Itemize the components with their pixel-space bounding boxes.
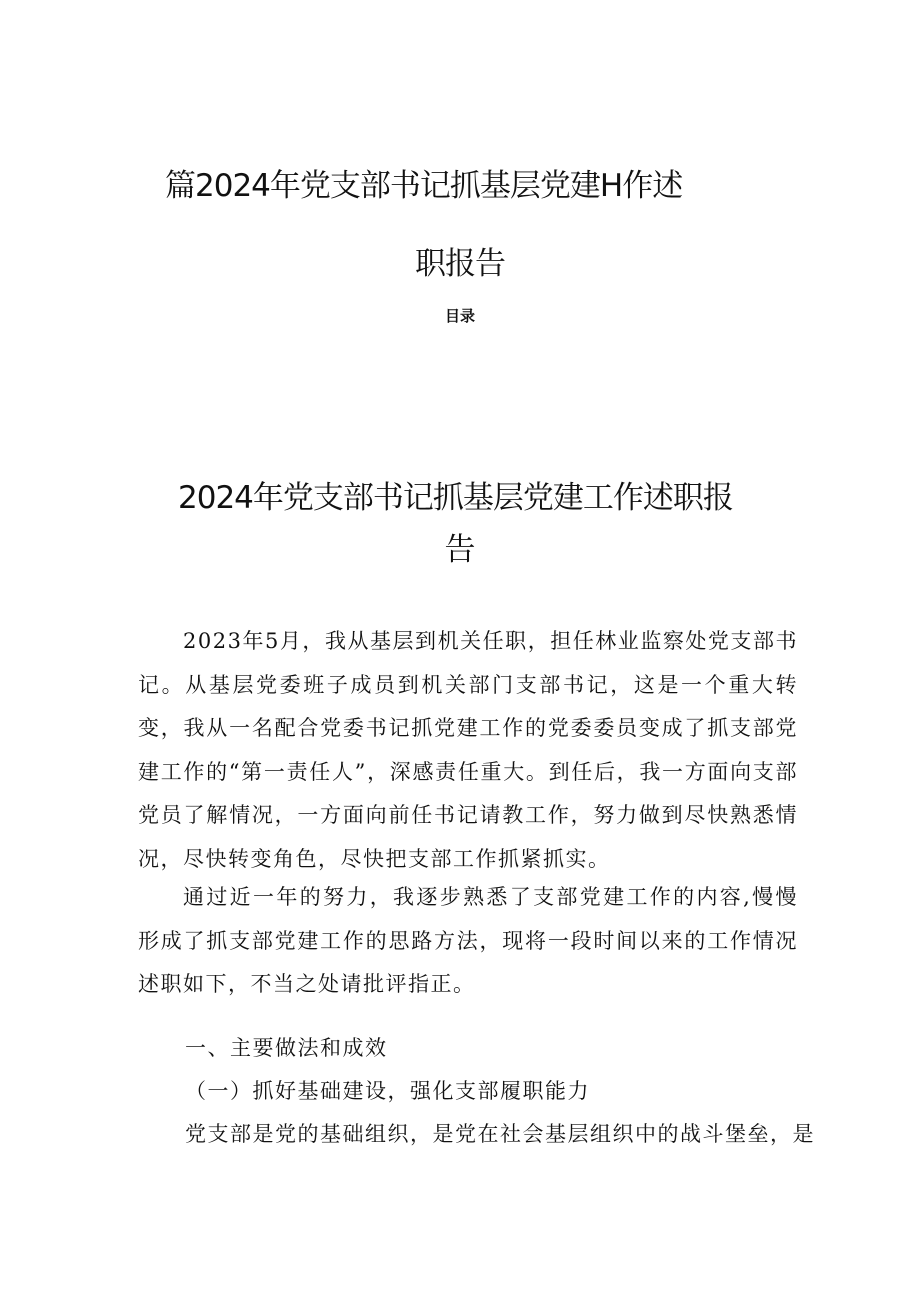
report-title-line1: 2024年党支部书记抓基层党建工作述职报 xyxy=(178,480,733,516)
subsection-heading: （一）抓好基础建设，强化支部履职能力 xyxy=(185,1079,590,1103)
report-title-line2: 告 xyxy=(444,532,476,568)
section-paragraph: 党支部是党的基础组织，是党在社会基层组织中的战斗堡垒，是 xyxy=(185,1122,815,1146)
section-heading: 一、主要做法和成效 xyxy=(185,1036,388,1060)
summary-paragraph: 通过近一年的努力，我逐步熟悉了支部党建工作的内容,慢慢形成了抓支部党建工作的思路方法，现将一段时间以来的工作情况述职如下，不当之处请批评指正。 xyxy=(138,885,798,996)
table-of-contents-label: 目录 xyxy=(444,307,475,325)
intro-paragraph: 2023年5月，我从基层到机关任职，担任林业监察处党支部书记。从基层党委班子成员到机关部门支部书记，这是一个重大转变，我从一名配合党委书记抓党建工作的党委委员变成了抓支部党建工作的“第一责任人”，深感责任重大。到任后，我一方面向支部党员了解情况，一方面向前任书记请教工作，努力做到尽快熟悉情况，尽快转变角色，尽快把支部工作抓紧抓实。 xyxy=(138,629,798,871)
cover-title-line2: 职报告 xyxy=(415,246,505,282)
cover-title-line1: 篇2024年党支部书记抓基层党建H作述 xyxy=(165,168,683,204)
